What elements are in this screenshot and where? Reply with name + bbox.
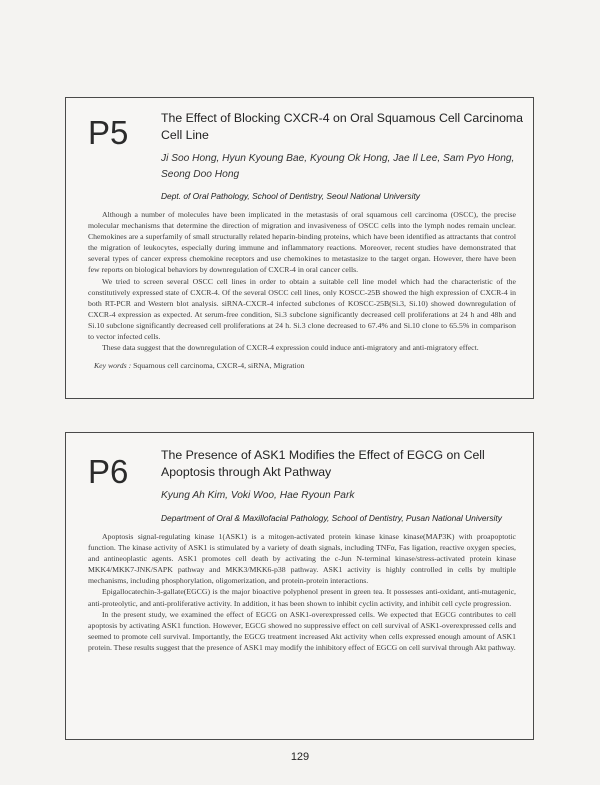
body-paragraph: Epigallocatechin-3-gallate(EGCG) is the major bioactive polyphenol present in green tea. It possesses anti-oxidant, anti-mutagenic, anti-proteolytic, and anti-proliferative activity. In addition, it has been shown to inhibit cyclin activity, and inhibit cell cycle progression. (88, 587, 516, 608)
body-paragraph: Apoptosis signal-regulating kinase 1(ASK1) is a mitogen-activated protein kinase kinase kinase(MAP3K) with proapoptotic function. The kinase activity of ASK1 is stimulated by a variety of death signals, including TNFα, Fas ligation, reactive oxygen species, and antineoplastic agents. ASK1 promotes cell death by activating the c-Jun N-terminal kinase/stress-activated protein kinase MKK4/MKK7-JNK/SAPK pathway and MKK3/MKK6-p38 pathway. ASK1 activity is highly controlled in cells by multiple mechanisms, including phosphorylation, oligomerization, and protein-protein interactions. (88, 532, 516, 586)
abstract-header (161, 447, 531, 524)
keywords-label: Key words : (94, 361, 132, 371)
poster-id: P6 (88, 453, 129, 490)
body-paragraph: Although a number of molecules have been implicated in the metastasis of oral squamous cell carcinoma (OSCC), the precise molecular mechanisms that determine the direction of migration and invasiveness of OSCC cells into the lymph nodes remain unclear. Chemokines are a superfamily of small structurally related heparin-binding proteins, which have been identified as attractants that control the migration of leukocytes, especially during immune and inflammatory reactions. Moreover, recent studies have demonstrated that several types of cancer express chemokine receptors and use chemokines to metastasize to the target organ. However, there have been few reports on biological behaviors by downregulation of CXCR-4 in oral cancer cells. (88, 210, 516, 275)
abstract-title: The Presence of ASK1 Modifies the Effect of EGCG on Cell Apoptosis through Akt Pathway (161, 448, 485, 479)
abstract-affiliation: Dept. of Oral Pathology, School of Dentistry, Seoul National University (161, 191, 420, 201)
abstract-header (161, 110, 531, 202)
body-paragraph: These data suggest that the downregulation of CXCR-4 expression could induce anti-migratory and anti-migratory effect. (102, 343, 479, 353)
abstract-box-p5 (65, 97, 534, 399)
abstract-body (88, 531, 516, 653)
keywords-line (88, 360, 516, 371)
abstract-affiliation: Department of Oral & Maxillofacial Pathology, School of Dentistry, Pusan National University (161, 512, 502, 523)
keywords-text: Squamous cell carcinoma, CXCR-4, siRNA, Migration (133, 361, 305, 371)
abstract-title: The Effect of Blocking CXCR-4 on Oral Squamous Cell Carcinoma Cell Line (161, 111, 524, 142)
body-paragraph: In the present study, we examined the effect of EGCG on ASK1-overexpressed cells. We expected that EGCG contributes to cell apoptosis by activating ASK1 function. However, EGCG showed no suppressive effect on cell survival of ASK1-overexpressed cells and seemed to promote cell survival. Importantly, the EGCG treatment increased Akt activity when cells expressed enough amount of ASK1 protein. These results suggest that the presence of ASK1 may modify the inhibitory effect of EGCG on cell survival through Akt pathway. (88, 609, 516, 652)
abstract-body (88, 209, 516, 371)
abstract-authors: Ji Soo Hong, Hyun Kyoung Bae, Kyoung Ok Hong, Jae Il Lee, Sam Pyo Hong, Seong Doo Hong (161, 153, 515, 180)
abstract-box-p6 (65, 432, 534, 740)
page-number: 129 (290, 751, 310, 763)
abstract-authors: Kyung Ah Kim, Voki Woo, Hae Ryoun Park (161, 490, 355, 501)
body-paragraph: We tried to screen several OSCC cell lines in order to obtain a suitable cell line model which had the characteristic of the constitutively expressed state of CXCR-4. Of the several OSCC cell lines, only KOSCC-25B showed the high expression of CXCR-4 in both RT-PCR and Western blot analysis. siRNA-CXCR-4 infected subclones of KOSCC-25B(Si.3, Si.10) showed downregulation of CXCR-4 expression as expected. At serum-free condition, Si.3 subclone significantly decreased cell proliferations at 24 h and 48h and Si.10 subclone significantly decreased cell proliferations at 24 h. Si.3 clone decreased to 67.4% and Si.10 clone to 65.5% in comparison to vector infected cells. (88, 276, 516, 342)
poster-id: P5 (88, 114, 129, 151)
